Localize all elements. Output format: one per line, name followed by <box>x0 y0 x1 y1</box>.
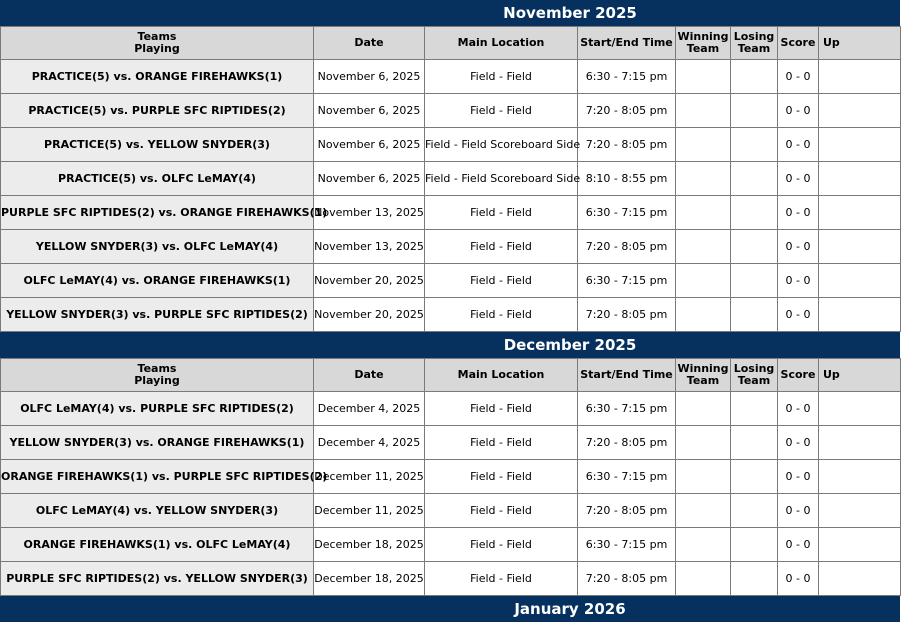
cell-location: Field - Field <box>425 528 578 562</box>
cell-winning <box>676 494 731 528</box>
cell-losing <box>731 460 778 494</box>
table-row <box>1 128 901 162</box>
cell-date: November 6, 2025 <box>314 128 425 162</box>
cell-date: December 4, 2025 <box>314 426 425 460</box>
month-header: November 2025 <box>0 0 900 26</box>
cell-date: December 18, 2025 <box>314 528 425 562</box>
cell-teams: ORANGE FIREHAWKS(1) vs. OLFC LeMAY(4) <box>1 528 314 562</box>
cell-winning <box>676 460 731 494</box>
cell-time: 7:20 - 8:05 pm <box>578 298 676 332</box>
cell-teams: YELLOW SNYDER(3) vs. OLFC LeMAY(4) <box>1 230 314 264</box>
table-row <box>1 426 901 460</box>
cell-up <box>819 528 901 562</box>
cell-losing <box>731 264 778 298</box>
cell-teams: OLFC LeMAY(4) vs. ORANGE FIREHAWKS(1) <box>1 264 314 298</box>
cell-score: 0 - 0 <box>778 60 819 94</box>
table-row <box>1 60 901 94</box>
cell-score: 0 - 0 <box>778 528 819 562</box>
cell-score: 0 - 0 <box>778 298 819 332</box>
cell-location: Field - Field <box>425 562 578 596</box>
cell-teams: PRACTICE(5) vs. OLFC LeMAY(4) <box>1 162 314 196</box>
column-header-up: Up <box>819 359 901 392</box>
cell-time: 6:30 - 7:15 pm <box>578 60 676 94</box>
column-header-date: Date <box>314 359 425 392</box>
table-row <box>1 562 901 596</box>
cell-losing <box>731 94 778 128</box>
cell-time: 7:20 - 8:05 pm <box>578 494 676 528</box>
cell-location: Field - Field <box>425 460 578 494</box>
column-header-losing: Losing Team <box>731 27 778 60</box>
cell-teams: YELLOW SNYDER(3) vs. PURPLE SFC RIPTIDES(2) <box>1 298 314 332</box>
cell-location: Field - Field Scoreboard Side <box>425 162 578 196</box>
cell-winning <box>676 298 731 332</box>
schedule-table <box>0 26 901 332</box>
column-header-up: Up <box>819 27 901 60</box>
cell-time: 6:30 - 7:15 pm <box>578 392 676 426</box>
cell-winning <box>676 230 731 264</box>
cell-teams: PURPLE SFC RIPTIDES(2) vs. YELLOW SNYDER(3) <box>1 562 314 596</box>
cell-up <box>819 494 901 528</box>
table-row <box>1 298 901 332</box>
schedule-table <box>0 358 901 596</box>
cell-losing <box>731 528 778 562</box>
cell-time: 7:20 - 8:05 pm <box>578 230 676 264</box>
cell-up <box>819 128 901 162</box>
cell-losing <box>731 392 778 426</box>
cell-location: Field - Field Scoreboard Side <box>425 128 578 162</box>
cell-location: Field - Field <box>425 94 578 128</box>
cell-up <box>819 426 901 460</box>
cell-teams: YELLOW SNYDER(3) vs. ORANGE FIREHAWKS(1) <box>1 426 314 460</box>
cell-location: Field - Field <box>425 60 578 94</box>
column-header-score: Score <box>778 27 819 60</box>
cell-up <box>819 60 901 94</box>
cell-up <box>819 562 901 596</box>
cell-losing <box>731 196 778 230</box>
cell-up <box>819 162 901 196</box>
cell-date: November 20, 2025 <box>314 298 425 332</box>
cell-time: 6:30 - 7:15 pm <box>578 460 676 494</box>
cell-location: Field - Field <box>425 426 578 460</box>
cell-winning <box>676 94 731 128</box>
column-header-location: Main Location <box>425 27 578 60</box>
column-header-score: Score <box>778 359 819 392</box>
cell-location: Field - Field <box>425 230 578 264</box>
cell-teams: PRACTICE(5) vs. ORANGE FIREHAWKS(1) <box>1 60 314 94</box>
cell-score: 0 - 0 <box>778 162 819 196</box>
cell-location: Field - Field <box>425 264 578 298</box>
column-header-losing: Losing Team <box>731 359 778 392</box>
cell-score: 0 - 0 <box>778 128 819 162</box>
cell-teams: OLFC LeMAY(4) vs. PURPLE SFC RIPTIDES(2) <box>1 392 314 426</box>
cell-time: 8:10 - 8:55 pm <box>578 162 676 196</box>
cell-winning <box>676 528 731 562</box>
cell-up <box>819 392 901 426</box>
cell-score: 0 - 0 <box>778 196 819 230</box>
cell-up <box>819 94 901 128</box>
month-header: January 2026 <box>0 596 900 622</box>
cell-winning <box>676 162 731 196</box>
cell-teams: ORANGE FIREHAWKS(1) vs. PURPLE SFC RIPTIDES(2) <box>1 460 314 494</box>
column-header-teams: Teams Playing <box>1 359 314 392</box>
cell-time: 6:30 - 7:15 pm <box>578 528 676 562</box>
column-header-row <box>1 27 901 60</box>
cell-date: November 13, 2025 <box>314 196 425 230</box>
cell-losing <box>731 60 778 94</box>
cell-location: Field - Field <box>425 298 578 332</box>
cell-winning <box>676 562 731 596</box>
cell-teams: PRACTICE(5) vs. PURPLE SFC RIPTIDES(2) <box>1 94 314 128</box>
cell-losing <box>731 426 778 460</box>
cell-score: 0 - 0 <box>778 392 819 426</box>
cell-teams: PRACTICE(5) vs. YELLOW SNYDER(3) <box>1 128 314 162</box>
cell-time: 7:20 - 8:05 pm <box>578 426 676 460</box>
cell-losing <box>731 298 778 332</box>
cell-time: 7:20 - 8:05 pm <box>578 128 676 162</box>
cell-location: Field - Field <box>425 196 578 230</box>
cell-score: 0 - 0 <box>778 562 819 596</box>
cell-date: December 4, 2025 <box>314 392 425 426</box>
table-row <box>1 460 901 494</box>
table-row <box>1 264 901 298</box>
cell-winning <box>676 128 731 162</box>
cell-teams: PURPLE SFC RIPTIDES(2) vs. ORANGE FIREHAWKS(1) <box>1 196 314 230</box>
cell-winning <box>676 392 731 426</box>
cell-score: 0 - 0 <box>778 230 819 264</box>
cell-up <box>819 264 901 298</box>
column-header-date: Date <box>314 27 425 60</box>
cell-winning <box>676 426 731 460</box>
cell-date: November 6, 2025 <box>314 94 425 128</box>
cell-date: November 20, 2025 <box>314 264 425 298</box>
column-header-winning: Winning Team <box>676 27 731 60</box>
cell-score: 0 - 0 <box>778 264 819 298</box>
column-header-row <box>1 359 901 392</box>
table-row <box>1 392 901 426</box>
cell-date: December 18, 2025 <box>314 562 425 596</box>
column-header-time: Start/End Time <box>578 359 676 392</box>
column-header-location: Main Location <box>425 359 578 392</box>
month-header: December 2025 <box>0 332 900 358</box>
column-header-time: Start/End Time <box>578 27 676 60</box>
table-row <box>1 94 901 128</box>
cell-time: 7:20 - 8:05 pm <box>578 562 676 596</box>
table-row <box>1 230 901 264</box>
cell-winning <box>676 60 731 94</box>
cell-losing <box>731 230 778 264</box>
cell-up <box>819 298 901 332</box>
cell-time: 6:30 - 7:15 pm <box>578 196 676 230</box>
cell-winning <box>676 264 731 298</box>
cell-score: 0 - 0 <box>778 94 819 128</box>
cell-winning <box>676 196 731 230</box>
cell-up <box>819 196 901 230</box>
cell-losing <box>731 562 778 596</box>
cell-score: 0 - 0 <box>778 494 819 528</box>
cell-date: November 13, 2025 <box>314 230 425 264</box>
cell-losing <box>731 128 778 162</box>
cell-score: 0 - 0 <box>778 460 819 494</box>
cell-date: December 11, 2025 <box>314 460 425 494</box>
cell-losing <box>731 494 778 528</box>
cell-up <box>819 460 901 494</box>
cell-date: November 6, 2025 <box>314 162 425 196</box>
table-row <box>1 196 901 230</box>
cell-date: December 11, 2025 <box>314 494 425 528</box>
table-row <box>1 528 901 562</box>
cell-location: Field - Field <box>425 392 578 426</box>
cell-teams: OLFC LeMAY(4) vs. YELLOW SNYDER(3) <box>1 494 314 528</box>
cell-losing <box>731 162 778 196</box>
cell-time: 7:20 - 8:05 pm <box>578 94 676 128</box>
cell-up <box>819 230 901 264</box>
cell-date: November 6, 2025 <box>314 60 425 94</box>
table-row <box>1 162 901 196</box>
table-row <box>1 494 901 528</box>
column-header-teams: Teams Playing <box>1 27 314 60</box>
cell-location: Field - Field <box>425 494 578 528</box>
cell-time: 6:30 - 7:15 pm <box>578 264 676 298</box>
cell-score: 0 - 0 <box>778 426 819 460</box>
column-header-winning: Winning Team <box>676 359 731 392</box>
